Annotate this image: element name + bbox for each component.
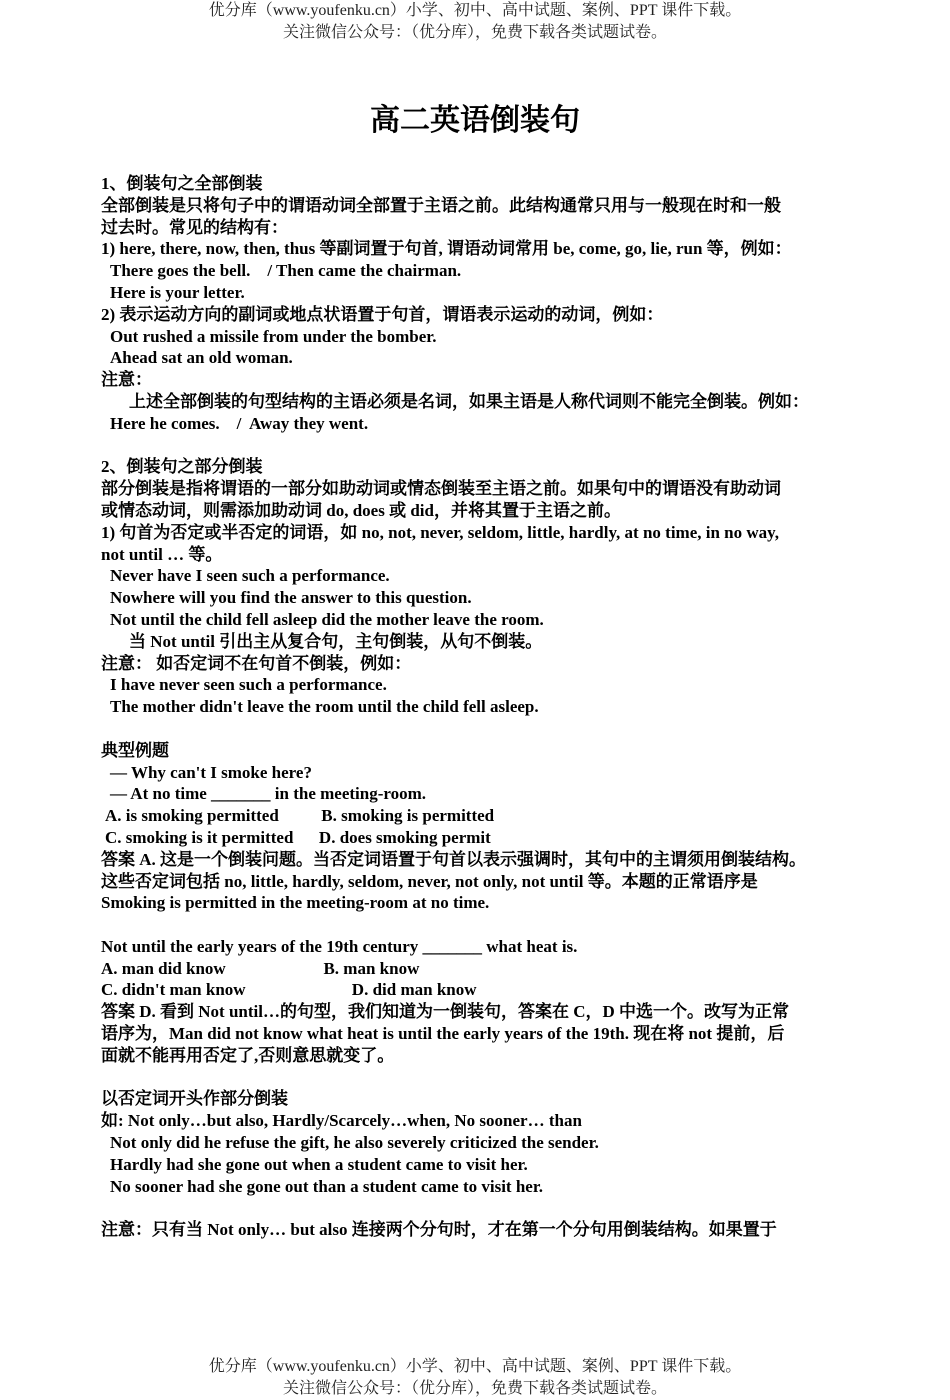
example-sentence: Ahead sat an old woman.: [110, 348, 293, 368]
paragraph-line: 如: Not only…but also, Hardly/Scarcely…when, No sooner… than: [101, 1111, 582, 1131]
example-sentence: Never have I seen such a performance.: [110, 566, 390, 586]
example-sentence: Here is your letter.: [110, 282, 245, 302]
section-heading: 2、倒装句之部分倒装: [101, 457, 263, 477]
paragraph-line: not until … 等。: [101, 544, 223, 564]
answer-options: A. is smoking permitted B. smoking is permitted: [105, 806, 495, 826]
note-text: 上述全部倒装的句型结构的主语必须是名词，如果主语是人称代词则不能完全倒装。例如：: [129, 391, 809, 411]
example-sentence: Here he comes. / Away they went.: [110, 413, 369, 433]
answer-explanation: 面就不能再用否定了,否则意思就变了。: [101, 1045, 395, 1065]
example-sentence: Nowhere will you find the answer to this question.: [110, 588, 472, 608]
dialogue-line: — Why can't I smoke here?: [110, 762, 312, 782]
example-sentence: Not until the child fell asleep did the mother leave the room.: [110, 609, 544, 629]
paragraph-line: 2) 表示运动方向的副词或地点状语置于句首，谓语表示运动的动词，例如：: [101, 304, 664, 324]
example-sentence: I have never seen such a performance.: [110, 675, 387, 695]
document-body: [101, 173, 861, 1241]
header-line-2: 关注微信公众号：（优分库），免费下载各类试题试卷。: [282, 24, 667, 41]
page-header: [0, 0, 950, 44]
footer-line-2: 关注微信公众号：（优分库），免费下载各类试题试卷。: [282, 1380, 667, 1397]
note-text: 当 Not until 引出主从复合句，主句倒装，从句不倒装。: [129, 631, 543, 651]
answer-explanation: 答案 D. 看到 Not until…的句型，我们知道为一倒装句，答案在 C，D 中选一个。改写为正常: [101, 1002, 790, 1022]
example-sentence: No sooner had she gone out than a student came to visit her.: [110, 1176, 544, 1196]
example-sentence: Not only did he refuse the gift, he also severely criticized the sender.: [110, 1133, 599, 1153]
example-sentence: Hardly had she gone out when a student came to visit her.: [110, 1154, 528, 1174]
note-text: 注意：只有当 Not only… but also 连接两个分句时，才在第一个分句用倒装结构。如果置于: [101, 1220, 777, 1240]
paragraph-line: 或情态动词，则需添加助动词 do, does 或 did，并将其置于主语之前。: [101, 500, 621, 520]
paragraph-line: 1) here, there, now, then, thus 等副词置于句首, 谓语动词常用 be, come, go, lie, run 等，例如：: [101, 239, 792, 259]
section-heading: 典型例题: [101, 740, 169, 760]
answer-explanation: Smoking is permitted in the meeting-room at no time.: [101, 893, 490, 913]
paragraph-line: 部分倒装是指将谓语的一部分如助动词或情态倒装至主语之前。如果句中的谓语没有助动词: [101, 479, 781, 499]
paragraph-line: 过去时。常见的结构有：: [101, 217, 288, 237]
answer-options: C. didn't man know D. did man know: [101, 980, 477, 1000]
blank-line: [101, 435, 861, 457]
blank-line: [101, 718, 861, 740]
example-sentence: Out rushed a missile from under the bomber.: [110, 326, 437, 346]
paragraph-line: 1) 句首为否定或半否定的词语，如 no, not, never, seldom, little, hardly, at no time, in no way,: [101, 522, 779, 542]
section-heading: 以否定词开头作部分倒装: [101, 1089, 288, 1109]
answer-explanation: 答案 A. 这是一个倒装问题。当否定词语置于句首以表示强调时，其句中的主谓须用倒装结构。: [101, 849, 807, 869]
paragraph-line: 全部倒装是只将句子中的谓语动词全部置于主语之前。此结构通常只用与一般现在时和一般: [101, 195, 781, 215]
example-sentence: The mother didn't leave the room until the child fell asleep.: [110, 697, 539, 717]
note-label: 注意：: [101, 370, 152, 390]
answer-options: A. man did know B. man know: [101, 958, 420, 978]
section-heading: 1、倒装句之全部倒装: [101, 174, 263, 193]
document-title: 高二英语倒装句: [370, 104, 580, 137]
answer-options: C. smoking is it permitted D. does smoking permit: [105, 827, 491, 847]
dialogue-line: — At no time _______ in the meeting-room.: [110, 784, 427, 804]
footer-line-1: 优分库（www.youfenku.cn）小学、初中、高中试题、案例、PPT 课件下载。: [208, 1358, 742, 1375]
blank-line: [101, 914, 861, 936]
answer-explanation: 这些否定词包括 no, little, hardly, seldom, never, not only, not until 等。本题的正常语序是: [101, 871, 758, 891]
answer-explanation: 语序为，Man did not know what heat is until the early years of the 19th. 现在将 not 提前，后: [101, 1024, 785, 1044]
blank-line: [101, 1197, 861, 1219]
note-label: 注意： 如否定词不在句首不倒装，例如：: [101, 653, 412, 673]
blank-line: [101, 1067, 861, 1089]
header-line-1: 优分库（www.youfenku.cn）小学、初中、高中试题、案例、PPT 课件下载。: [208, 2, 742, 19]
page-footer: [0, 1356, 950, 1400]
example-sentence: There goes the bell. / Then came the chairman.: [110, 261, 462, 281]
question-line: Not until the early years of the 19th century _______ what heat is.: [101, 936, 578, 956]
